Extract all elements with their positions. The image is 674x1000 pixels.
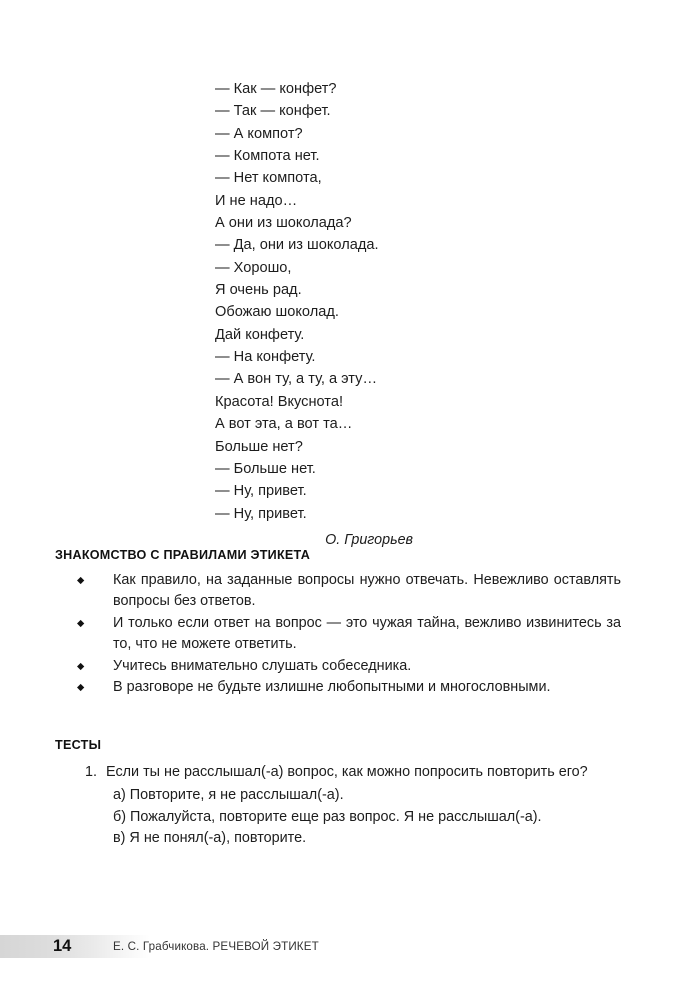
poem-line: Красота! Вкуснота! [215, 393, 343, 410]
diamond-bullet-icon: ◆ [77, 682, 85, 694]
poem-line: — Как — конфет? [215, 81, 337, 97]
section-heading-etiquette: ЗНАКОМСТВО С ПРАВИЛАМИ ЭТИКЕТА [55, 548, 311, 562]
poem-line: А они из шоколада? [215, 215, 352, 232]
test-option: б) Пожалуйста, повторите еще раз вопрос. Я не расслышал(-а). [113, 808, 542, 825]
poem-line: А вот эта, а вот та… [215, 416, 353, 433]
page-footer [0, 935, 674, 958]
tests-block [55, 762, 621, 850]
diamond-bullet-icon: ◆ [77, 575, 85, 586]
list-item [55, 677, 621, 698]
test-option: а) Повторите, я не расслышал(-а). [113, 787, 344, 804]
test-option-list [55, 785, 621, 849]
poem-line: Дай конфету. [215, 326, 305, 343]
etiquette-bullet-list [55, 570, 621, 698]
poem-line: И не надо… [215, 192, 298, 209]
poem-line: — Да, они из шоколада. [215, 237, 379, 254]
poem-attribution: О. Григорьев [325, 531, 413, 548]
page-number: 14 [53, 937, 72, 955]
footer-book-title: Е. С. Грабчикова. РЕЧЕВОЙ ЭТИКЕТ [113, 940, 319, 953]
poem-line: — Ну, привет. [215, 483, 307, 500]
diamond-bullet-icon: ◆ [77, 660, 85, 672]
poem-line: — На конфету. [215, 349, 316, 366]
list-item-text: Как правило, на заданные вопросы нужно отвечать. Невежливо оставлять вопросы без ответов. [113, 572, 621, 610]
section-heading-tests: ТЕСТЫ [55, 738, 102, 752]
poem-line: — Нет компота, [215, 170, 322, 187]
poem-block [215, 78, 615, 551]
test-option: в) Я не понял(-а), повторите. [113, 830, 307, 847]
test-question [55, 762, 621, 783]
list-item-text: И только если ответ на вопрос — это чужая тайна, вежливо извинитесь за то, что не можете ответить. [113, 614, 621, 653]
test-question-number: 1. [85, 764, 98, 780]
poem-line: Больше нет? [215, 438, 303, 455]
poem-line: — Ну, привет. [215, 505, 307, 522]
poem-line: — Так — конфет. [215, 103, 331, 120]
list-item [55, 656, 621, 677]
list-item-text: В разговоре не будьте излишне любопытными и многословными. [113, 679, 551, 696]
poem-line: — Больше нет. [215, 460, 316, 477]
poem-line: — А компот? [215, 125, 303, 142]
poem-line: — Хорошо, [215, 259, 292, 276]
list-item [55, 570, 621, 613]
poem-line: Я очень рад. [215, 282, 302, 299]
test-question-text: Если ты не расслышал(-а) вопрос, как можно попросить повторить его? [106, 764, 588, 780]
poem-line: — А вон ту, а ту, а эту… [215, 371, 378, 388]
poem-line: — Компота нет. [215, 148, 320, 165]
diamond-bullet-icon: ◆ [77, 617, 85, 629]
list-item-text: Учитесь внимательно слушать собеседника. [113, 657, 412, 674]
poem-line: Обожаю шоколад. [215, 304, 339, 321]
list-item [55, 613, 621, 656]
